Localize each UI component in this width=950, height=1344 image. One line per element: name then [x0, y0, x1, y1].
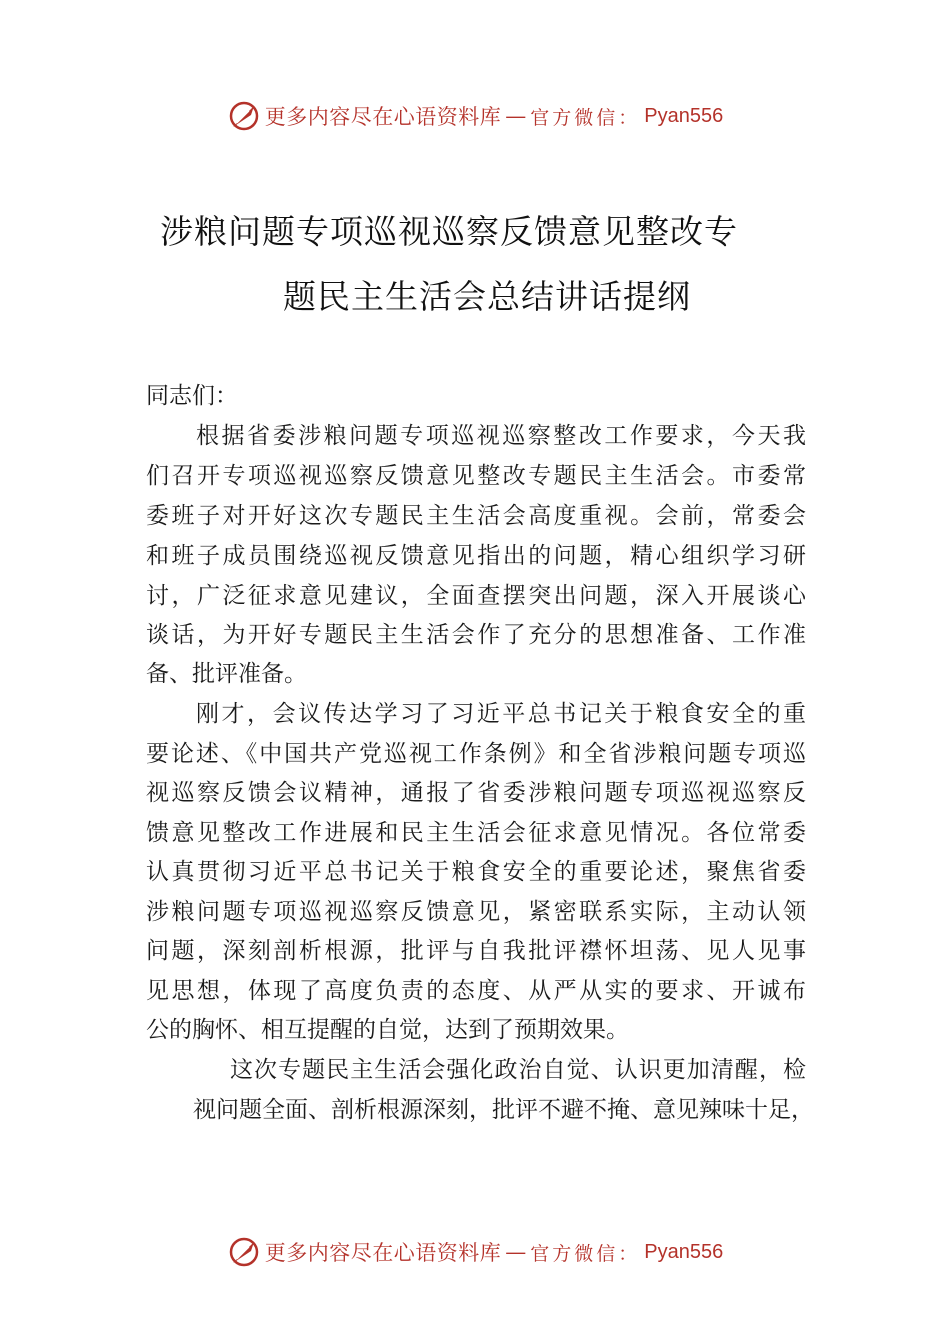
watermark-wechat-id: Pyan556: [644, 1240, 724, 1263]
body-line: 根据省委涉粮问题专项巡视巡察整改工作要求，今天我: [196, 423, 806, 449]
body-line: 认真贯彻习近平总书记关于粮食安全的重要论述，聚焦省委: [146, 859, 806, 885]
body-line: 和班子成员围绕巡视反馈意见指出的问题，精心组织学习研: [146, 543, 806, 569]
body-line: 刚才，会议传达学习了习近平总书记关于粮食安全的重: [196, 701, 806, 727]
footer-watermark: [0, 1232, 950, 1272]
body-line: 见思想，体现了高度负责的态度、从严从实的要求、开诚布: [146, 978, 806, 1004]
body-line: 这次专题民主生活会强化政治自觉、认识更加清醒，检: [230, 1057, 806, 1083]
document-title-line-2: 题民主生活会总结讲话提纲: [283, 277, 691, 316]
watermark-separator: —: [505, 1240, 527, 1264]
body-line: 馈意见整改工作进展和民主生活会征求意见情况。各位常委: [146, 820, 806, 846]
body-line: 问题，深刻剖析根源，批评与自我批评襟怀坦荡、见人见事: [146, 938, 806, 964]
body-line: 视巡察反馈会议精神，通报了省委涉粮问题专项巡视巡察反: [146, 780, 806, 806]
body-line: 涉粮问题专项巡视巡察反馈意见，紧密联系实际，主动认领: [146, 899, 806, 925]
watermark-separator: —: [505, 104, 527, 128]
salutation: 同志们：: [146, 383, 238, 409]
body-line: 讨，广泛征求意见建议，全面查摆突出问题，深入开展谈心: [146, 583, 806, 609]
body-line: 备、批评准备。: [146, 661, 307, 687]
header-watermark: [0, 96, 950, 136]
feather-pen-icon: [227, 99, 261, 133]
watermark-official-label: 官方微信：: [530, 1242, 641, 1265]
watermark-official-label: 官方微信：: [530, 106, 641, 129]
body-line: 委班子对开好这次专题民主生活会高度重视。会前，常委会: [146, 503, 806, 529]
document-title-line-1: 涉粮问题专项巡视巡察反馈意见整改专: [160, 212, 738, 251]
feather-pen-icon: [227, 1235, 261, 1269]
watermark-text: 更多内容尽在心语资料库: [264, 1241, 502, 1265]
body-line: 们召开专项巡视巡察反馈意见整改专题民主生活会。市委常: [146, 463, 806, 489]
body-line: 视问题全面、剖析根源深刻，批评不避不掩、意见辣味十足，: [193, 1097, 814, 1123]
body-line: 要论述、《中国共产党巡视工作条例》和全省涉粮问题专项巡: [146, 741, 806, 767]
watermark-wechat-id: Pyan556: [644, 104, 724, 127]
body-line: 谈话，为开好专题民主生活会作了充分的思想准备、工作准: [146, 622, 806, 648]
body-line: 公的胸怀、相互提醒的自觉，达到了预期效果。: [146, 1017, 629, 1043]
watermark-text: 更多内容尽在心语资料库: [264, 105, 502, 129]
